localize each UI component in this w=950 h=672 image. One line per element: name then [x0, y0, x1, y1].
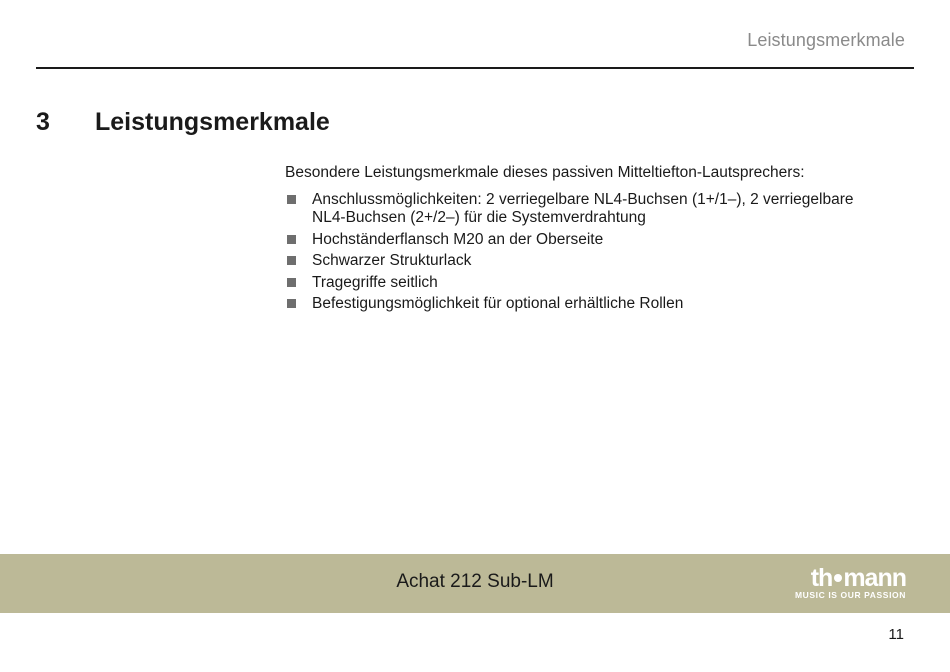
running-header-title: Leistungsmerkmale	[747, 30, 905, 50]
brand-wordmark	[795, 566, 906, 590]
page-number: 11	[888, 626, 904, 643]
product-name: Achat 212 Sub-LM	[396, 571, 554, 592]
footer-band	[0, 554, 950, 613]
feature-text: Hochständerflansch M20 an der Oberseite	[312, 230, 604, 248]
thomann-logo	[795, 566, 906, 600]
feature-text: Befestigungsmöglichkeit für optional erhältliche Rollen	[312, 295, 684, 312]
feature-item	[285, 252, 875, 270]
brand-wordmark-right: mann	[843, 564, 906, 592]
feature-item	[285, 191, 875, 227]
feature-text: Schwarzer Strukturlack	[312, 252, 472, 269]
header-divider	[36, 67, 914, 69]
intro-paragraph: Besondere Leistungsmerkmale dieses passiven Mitteltiefton-Lautsprechers:	[285, 164, 805, 181]
brand-dot-icon	[834, 574, 842, 582]
brand-tagline: MUSIC IS OUR PASSION	[794, 590, 906, 600]
feature-text: Tragegriffe seitlich	[312, 273, 438, 291]
square-bullet-icon	[287, 256, 296, 265]
brand-wordmark-left: th	[810, 564, 833, 592]
section-heading	[36, 108, 330, 137]
square-bullet-icon	[287, 235, 296, 244]
square-bullet-icon	[287, 278, 296, 287]
section-title: Leistungsmerkmale	[95, 108, 330, 136]
feature-item	[285, 231, 875, 249]
feature-item	[285, 274, 875, 292]
feature-text: Anschlussmöglichkeiten: 2 verriegelbare NL4-Buchsen (1+/1–), 2 verriegelbare NL4-Buchsen (2+/2–) für die Systemverdrahtung	[312, 191, 854, 226]
square-bullet-icon	[287, 195, 296, 204]
feature-item	[285, 295, 875, 313]
section-content	[285, 164, 875, 317]
feature-list	[285, 191, 875, 313]
section-number: 3	[36, 108, 50, 136]
square-bullet-icon	[287, 299, 296, 308]
